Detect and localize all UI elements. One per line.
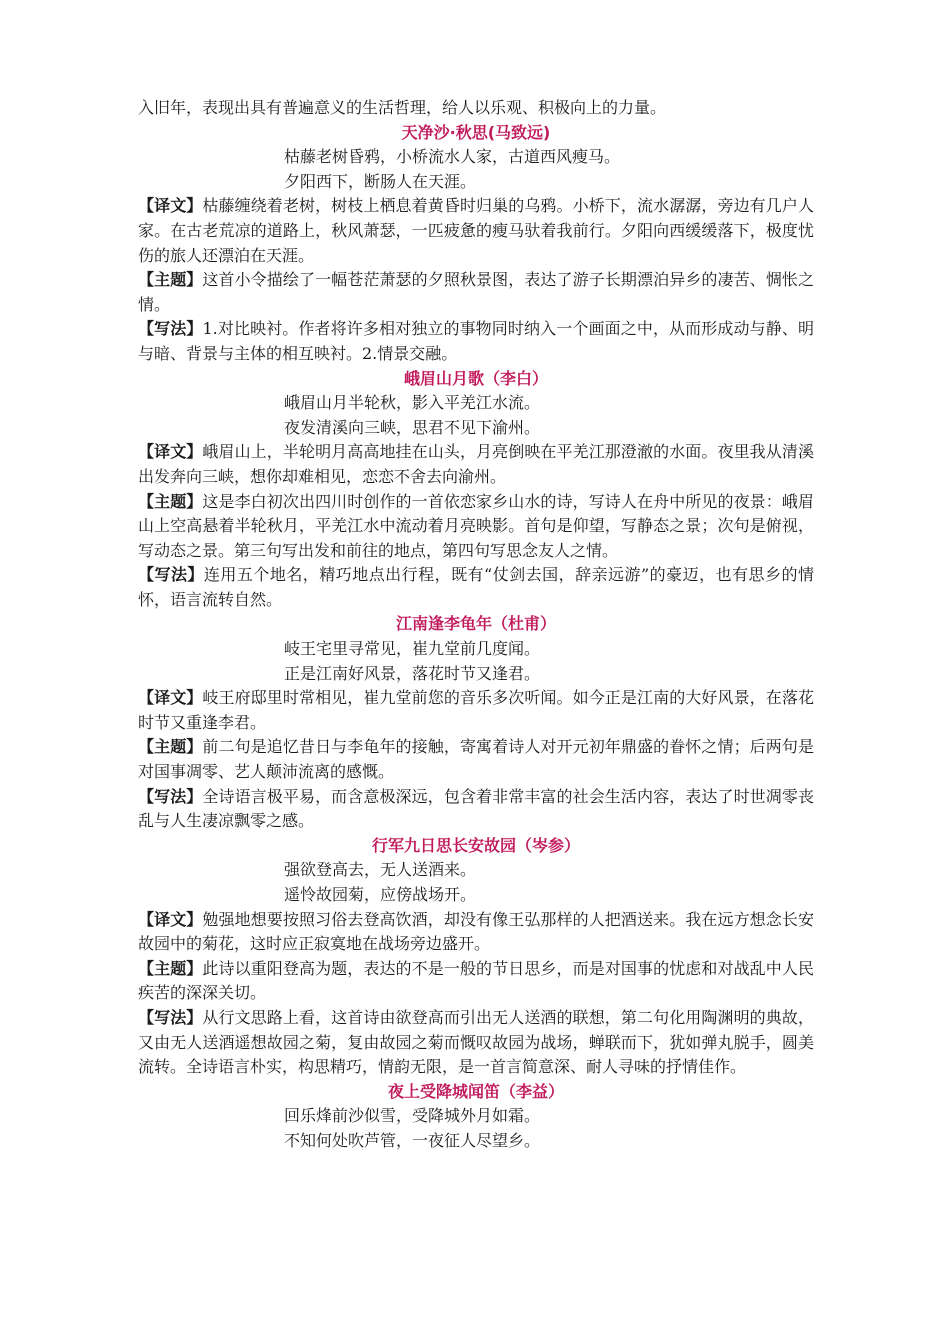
poem-title: 江南逢李龟年（杜甫） <box>395 614 556 634</box>
section-text: 这首小令描绘了一幅苍茫萧瑟的夕照秋景图，表达了游子长期漂泊异乡的凄苦、惆怅之情。 <box>138 270 814 314</box>
technique-section <box>138 563 814 612</box>
poem-verse: 枯藤老树昏鸦，小桥流水人家，古道西风瘦马。 <box>284 147 621 167</box>
technique-section <box>138 317 814 366</box>
poem-verse: 夕阳西下，断肠人在天涯。 <box>284 171 477 191</box>
section-text: 岐王府邸里时常相见，崔九堂前您的音乐多次听闻。如今正是江南的大好风景，在落花时节又重逢李君。 <box>138 688 814 732</box>
section-label: 【译文】 <box>138 196 203 216</box>
section-text: 前二句是追忆昔日与李龟年的接触，寄寓着诗人对开元初年鼎盛的眷怀之情；后两句是对国事凋零、艺人颠沛流离的感慨。 <box>138 737 814 782</box>
theme-section <box>138 735 814 784</box>
section-text: 此诗以重阳登高为题，表达的不是一般的节日思乡，而是对国事的忧虑和对战乱中人民疾苦的深深关切。 <box>138 958 814 1003</box>
technique-section <box>138 785 814 834</box>
poem-title: 夜上受降城闻笛（李益） <box>387 1081 564 1101</box>
section-label: 【写法】 <box>138 565 204 585</box>
section-label: 【写法】 <box>138 319 203 339</box>
section-label: 【译文】 <box>138 442 203 462</box>
technique-section <box>138 1006 814 1080</box>
section-label: 【译文】 <box>138 909 203 929</box>
translation-section <box>138 194 814 268</box>
theme-section <box>138 490 814 564</box>
section-text: 1.对比映衬。作者将许多相对独立的事物同时纳入一个画面之中，从而形成动与静、明与暗、背景与主体的相互映衬。2.情景交融。 <box>138 319 814 363</box>
poem-title: 峨眉山月歌（李白） <box>403 368 548 388</box>
section-text: 全诗语言极平易，而含意极深远，包含着非常丰富的社会生活内容，表达了时世凋零丧乱与人生凄凉飘零之感。 <box>138 786 814 831</box>
section-text: 这是李白初次出四川时创作的一首依恋家乡山水的诗，写诗人在舟中所见的夜景：峨眉山上空高悬着半轮秋月，平羌江水中流动着月亮映影。首句是仰望，写静态之景；次句是俯视，写动态之景。第三句写出发和前往的地点，第四句写思念友人之情。 <box>138 491 814 560</box>
translation-section <box>138 686 814 735</box>
section-text: 枯藤缠绕着老树，树枝上栖息着黄昏时归巢的乌鸦。小桥下，流水潺潺，旁边有几户人家。在古老荒凉的道路上，秋风萧瑟，一匹疲惫的瘦马驮着我前行。夕阳向西缓缓落下，极度忧伤的旅人还漂泊在天涯。 <box>138 196 814 265</box>
section-label: 【主题】 <box>138 491 203 511</box>
section-text: 从行文思路上看，这首诗由欲登高而引出无人送酒的联想，第二句化用陶渊明的典故，又由无人送酒遥想故园之菊，复由故园之菊而慨叹故园为战场，蝉联而下，犹如弹丸脱手，圆美流转。全诗语言朴实，构思精巧，情韵无限，是一首言简意深、耐人寻味的抒情佳作。 <box>138 1007 814 1077</box>
poem-verse: 不知何处吹芦管，一夜征人尽望乡。 <box>284 1130 541 1150</box>
poem-title: 天净沙·秋思(马致远) <box>401 122 551 142</box>
poem-verse: 强欲登高去，无人送酒来。 <box>284 860 477 880</box>
translation-section <box>138 908 814 957</box>
poem-verse: 正是江南好风景，落花时节又逢君。 <box>284 663 541 683</box>
theme-section <box>138 268 814 317</box>
theme-section <box>138 957 814 1006</box>
poem-verse: 岐王宅里寻常见，崔九堂前几度闻。 <box>284 639 541 659</box>
section-label: 【写法】 <box>138 786 203 806</box>
poem-verse: 回乐烽前沙似雪，受降城外月如霜。 <box>284 1106 541 1126</box>
poem-verse: 峨眉山月半轮秋，影入平羌江水流。 <box>284 393 541 413</box>
poem-verse: 遥怜故园菊，应傍战场开。 <box>284 885 477 904</box>
section-label: 【主题】 <box>138 958 203 978</box>
translation-section <box>138 440 814 489</box>
section-label: 【主题】 <box>138 270 203 290</box>
poem-title: 行军九日思长安故园（岑参） <box>371 835 580 855</box>
document-content <box>138 96 814 1154</box>
section-text: 峨眉山上，半轮明月高高地挂在山头，月亮倒映在平羌江那澄澈的水面。夜里我从清溪出发奔向三峡，想你却难相见，恋恋不舍去向渝州。 <box>138 442 814 486</box>
poem-verse: 夜发清溪向三峡，思君不见下渝州。 <box>284 417 541 437</box>
section-text: 连用五个地名，精巧地点出行程，既有“仗剑去国，辞亲远游”的豪迈，也有思乡的情怀，语言流转自然。 <box>138 565 814 609</box>
section-text: 勉强地想要按照习俗去登高饮酒，却没有像王弘那样的人把酒送来。我在远方想念长安故园中的菊花，这时应正寂寞地在战场旁边盛开。 <box>138 909 814 954</box>
section-label: 【译文】 <box>138 688 203 708</box>
section-label: 【写法】 <box>138 1007 203 1027</box>
intro-line: 入旧年，表现出具有普遍意义的生活哲理，给人以乐观、积极向上的力量。 <box>138 98 667 117</box>
section-label: 【主题】 <box>138 737 203 757</box>
